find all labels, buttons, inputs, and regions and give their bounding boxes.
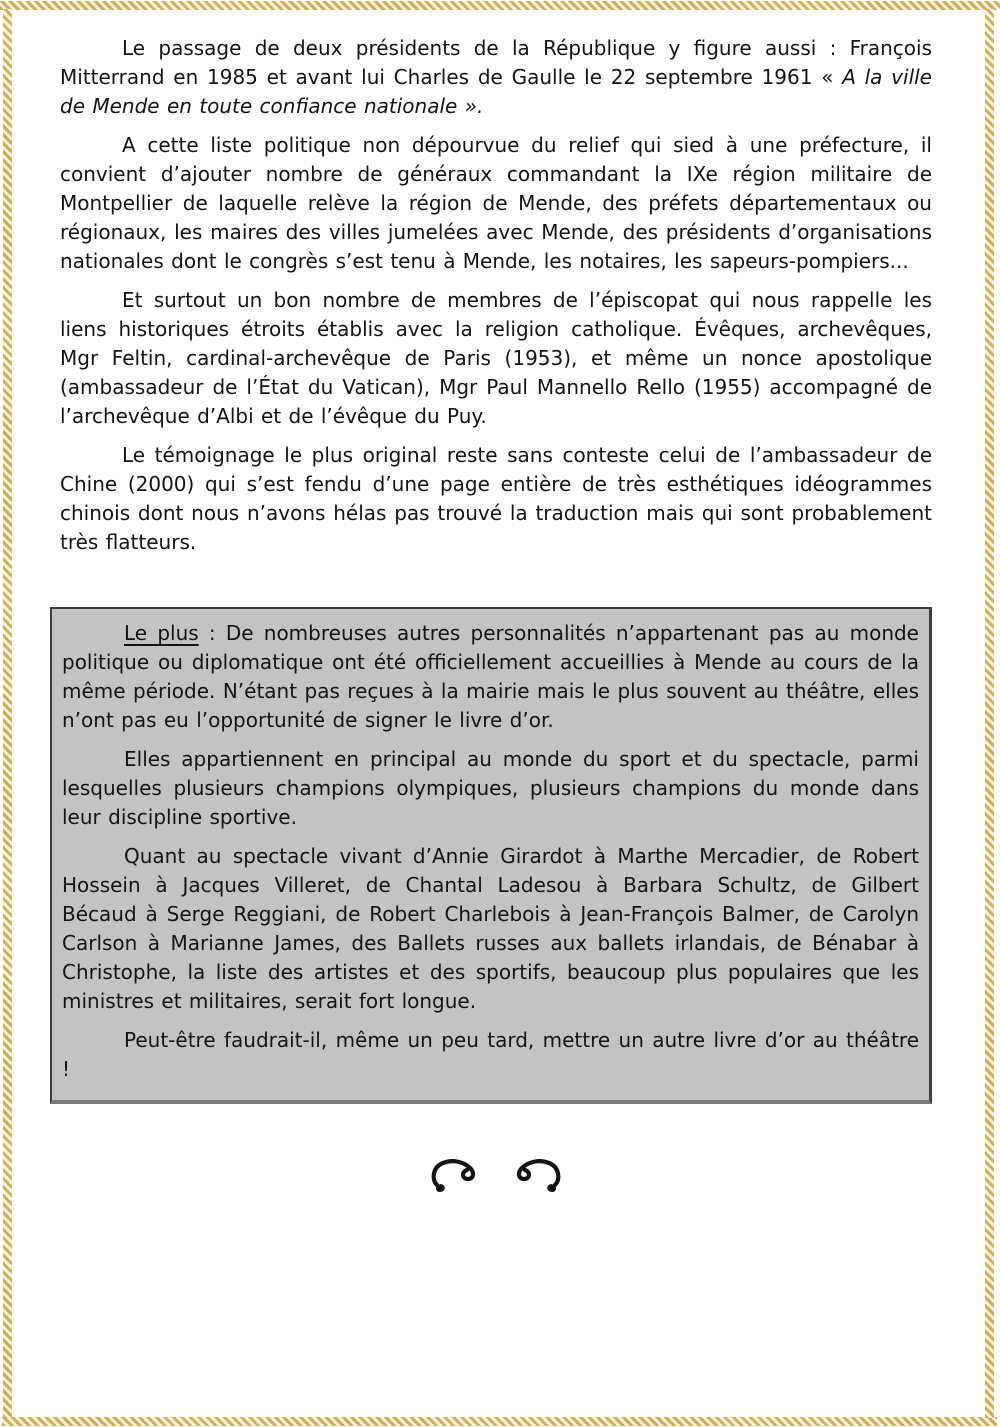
highlight-box — [50, 607, 932, 1104]
flourish-right-icon — [506, 1153, 562, 1195]
le-plus-underlined-label: Le plus — [124, 621, 199, 645]
decorative-border-bottom — [2, 1417, 997, 1426]
paragraph-ambassadeur-chine: Le témoignage le plus original reste sans conteste celui de l’ambassadeur de Chine (2000) qui s’est fendu d’une page entière de très esthétiques idéogrammes chinois dont nous n’avons hélas pas trouvé la traduction mais qui sont probablement très flatteurs. — [60, 443, 932, 554]
paragraph-liste-politique: A cette liste politique non dépourvue du relief qui sied à une préfecture, il convient d’ajouter nombre de généraux commandant la IXe région militaire de Montpellier de laquelle relève la région de Mende, des préfets départementaux ou régionaux, les maires des villes jumelées avec Mende, des présidents d’organisations nationales dont le congrès s’est tenu à Mende, les notaires, les sapeurs-pompiers... — [60, 133, 932, 273]
paragraph-episcopat: Et surtout un bon nombre de membres de l’épiscopat qui nous rappelle les liens historiques étroits établis avec la religion catholique. Évêques, archevêques, Mgr Feltin, cardinal-archevêque de Paris (1953), et même un nonce apostolique (ambassadeur de l’État du Vatican), Mgr Paul Mannello Rello (1955) accompagné de l’archevêque d’Albi et de l’évêque du Puy. — [60, 288, 932, 428]
dedication-quote-italic: A la ville de Mende en toute confiance nationale ». — [60, 65, 932, 118]
box-paragraph-livre-dor-theatre: Peut-être faudrait-il, même un peu tard, mettre un autre livre d’or au théâtre ! — [62, 1028, 919, 1081]
paragraph-presidents — [60, 34, 932, 121]
box-paragraph-sport-spectacle: Elles appartiennent en principal au monde du sport et du spectacle, parmi lesquelles plusieurs champions olympiques, plusieurs champions du monde dans leur discipline sportive. — [62, 747, 919, 829]
box-paragraph-artistes: Quant au spectacle vivant d’Annie Girardot à Marthe Mercadier, de Robert Hossein à Jacques Villeret, de Chantal Ladesou à Barbara Schultz, de Gilbert Bécaud à Serge Reggiani, de Robert Charlebois à Jean-François Balmer, de Carolyn Carlson à Marianne James, des Ballets russes aux ballets irlandais, de Bénabar à Christophe, la liste des artistes et des sportifs, beaucoup plus populaires que les ministres et militaires, serait fort longue. — [62, 844, 919, 1013]
ornament-flourishes — [60, 1152, 932, 1196]
paragraph-presidents-text: Le passage de deux présidents de la République y figure aussi : François Mitterrand en 1985 et avant lui Charles de Gaulle le 22 septembre 1961 « — [60, 36, 932, 89]
box-paragraph-le-plus-text: : De nombreuses autres personnalités n’appartenant pas au monde politique ou diplomatique ont été officiellement accueillies à Mende au cours de la même période. N’étant pas reçues à la mairie mais le plus souvent au théâtre, elles n’ont pas eu l’opportunité de signer le livre d’or. — [62, 621, 919, 732]
flourish-left-icon — [430, 1153, 486, 1195]
box-paragraph-le-plus — [62, 619, 919, 735]
